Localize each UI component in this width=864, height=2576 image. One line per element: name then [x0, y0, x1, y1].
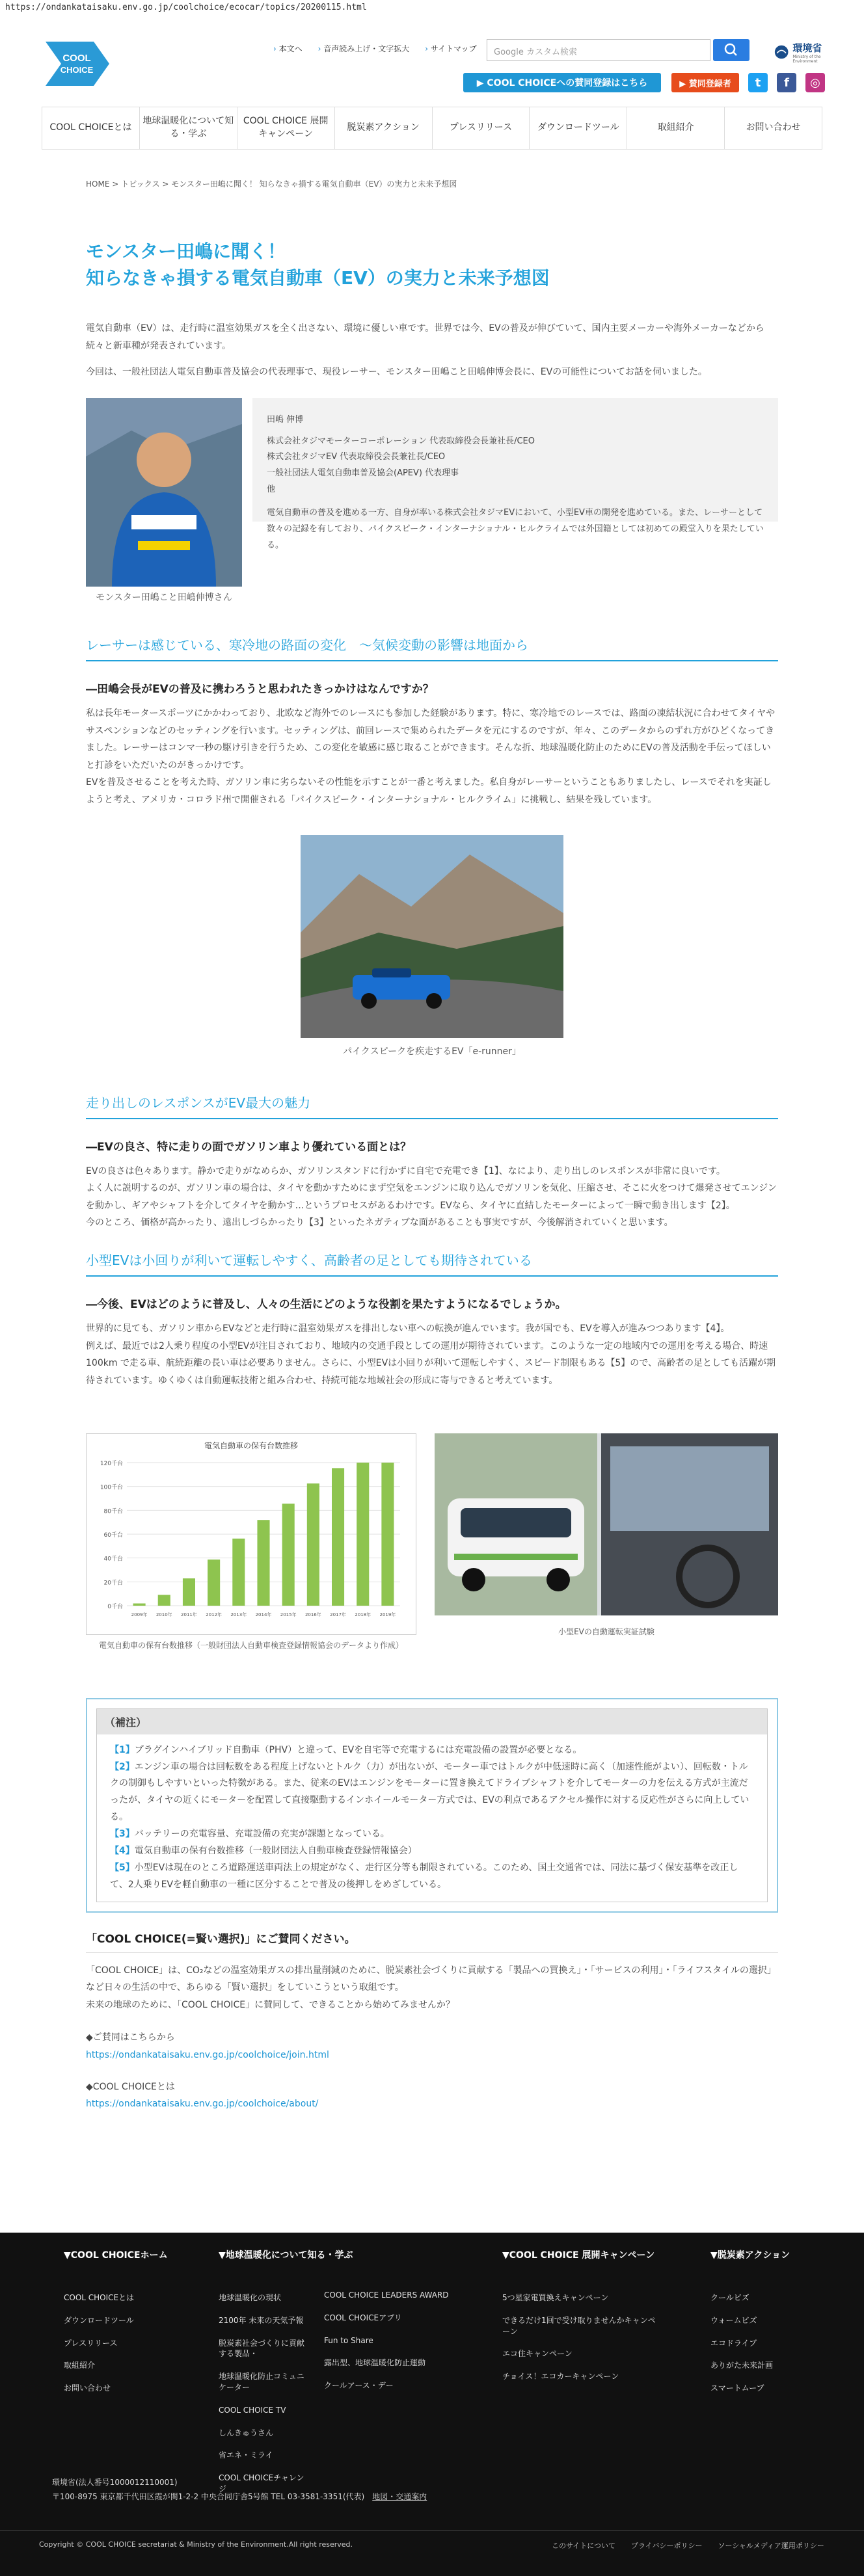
chart-bar [381, 1463, 394, 1606]
ministry-icon [774, 44, 789, 60]
interview-answer: 例えば、最近では2人乗り程度の小型EVが注目されており、地域内の交通手段としての運用が期待されています。このような一定の地域内での運用を考える場合、時速100km で走る車、航続距離の長い車は必要ありません。さらに、小型EVは小回りが利いて運転しやすく、スピード制限もある【5】ので、高齢者の足としても活躍が期待されています。ゆくゆくは自動運転技術と組み合わせ、持続可能な地域社会の形成に寄与できると考えています。 [86, 1340, 776, 1386]
footer-col-title[interactable]: ▼地球温暖化について知る・学ぶ [219, 2250, 353, 2261]
svg-text:COOL: COOL [62, 53, 91, 64]
nav-learn[interactable]: 地球温暖化について知る・学ぶ [139, 107, 237, 149]
privacy-link[interactable]: プライバシーポリシー [631, 2542, 703, 2550]
footer-address: 環境省(法人番号1000012110001) 〒100-8975 東京都千代田区霞が関1-2-2 中央合同庁舎5号館 TEL 03-3581-3351(代表) 地図・交通案内 [52, 2478, 427, 2501]
skip-to-content-link[interactable]: › 本文へ [273, 43, 303, 54]
chart-bar [357, 1463, 369, 1606]
note-item: 【1】プラグインハイブリッド自動車（PHV）と違って、EVを自宅等で充電するには充電設備の設置が必要となる。 [110, 1744, 582, 1755]
instagram-icon[interactable]: ◎ [805, 73, 825, 92]
note-item: 【5】小型EVは現在のところ道路運送車両法上の規定がなく、走行区分等も制限されている。このため、国土交通省では、同法に基づく保安基準を改正して、2人乗りEVを軽自動車の一種に区分することで普及の後押しをめざしている。 [110, 1862, 738, 1890]
chart-y-tick: 0千台 [107, 1604, 123, 1611]
footer-link[interactable]: 地球温暖化防止コミュニケーター [219, 2372, 304, 2392]
footer-link[interactable]: エコ住キャンペーン [502, 2349, 573, 2359]
cool-choice-logo[interactable] [42, 35, 113, 92]
header [0, 18, 864, 88]
social-policy-link[interactable]: ソーシャルメディア運用ポリシー [718, 2542, 824, 2550]
ministry-name: 環境省 [792, 42, 822, 54]
accessibility-link[interactable]: › 音声読み上げ・文字拡大 [318, 43, 410, 54]
supporters-button[interactable]: ▶ 賛同登録者 [671, 73, 739, 92]
footer-link[interactable]: COOL CHOICEチャレンジ [219, 2473, 304, 2493]
profile-role: 一般社団法人電気自動車普及協会(APEV) 代表理事 [267, 468, 459, 479]
sitemap-link[interactable]: › サイトマップ [425, 43, 476, 54]
section-heading: 走り出しのレスポンスがEV最大の魅力 [86, 1093, 778, 1119]
profile-role: 株式会社タジマモーターコーポレーション 代表取締役会長兼社長/CEO [267, 436, 535, 446]
copyright: Copyright © COOL CHOICE secretariat & Ministry of the Environment.All right reserved. [39, 2540, 353, 2549]
chart-caption: 電気自動車の保有台数推移（一般財団法人自動車検査登録情報協会のデータより作成） [98, 1641, 403, 1651]
cool-choice-paragraph: 「COOL CHOICE」は、CO₂などの温室効果ガスの排出量削減のために、脱炭素社会づくりに貢献する「製品への買換え」・「サービスの利用」・「ライフスタイルの選択」など日々の生活の中で、あらゆる「賢い選択」をしていこうという取組です。 [86, 1965, 776, 1993]
footer-link[interactable]: ウォームビズ [710, 2315, 757, 2325]
chart-y-tick: 40千台 [103, 1556, 123, 1563]
note-item: 【3】バッテリーの充電容量、充電設備の充実が課題となっている。 [110, 1829, 390, 1840]
footer-link[interactable]: 露出型、地球温暖化防止運動 [324, 2358, 426, 2368]
profile-caption: モンスター田嶋こと田嶋伸博さん [96, 592, 232, 603]
register-button[interactable]: ▶ COOL CHOICEへの賛同登録はこちら [463, 73, 661, 92]
chart-x-tick: 2012年 [206, 1612, 223, 1618]
profile-description: 電気自動車の普及を進める一方、自身が率いる株式会社タジマEVにおいて、小型EV車の開発を進めている。また、レーサーとして数々の記録を有しており、パイクスピーク・インターナショナル・ヒルクライムでは外国籍としては初めての殿堂入りを果たしている。 [267, 508, 764, 550]
global-nav [42, 107, 822, 150]
footer-link[interactable]: COOL CHOICE TV [219, 2405, 286, 2415]
nav-campaign[interactable]: COOL CHOICE 展開キャンペーン [237, 107, 334, 149]
interview-answer: 私は長年モータースポーツにかかわっており、北欧など海外でのレースにも参加した経験があります。特に、寒冷地でのレースでは、路面の凍結状況に合わせてタイヤやサスペンションなどのセッティングを行います。セッティングは、前回レースで集められたデータを元にするのですが、年々、このデータからのずれ方がひどくなってきました。レーサーはコンマ一秒の駆け引きを行うため、この変化を敏感に感じ取ることができます。そんな折、地球温暖化防止のためにEVの普及活動を手伝ってほしいと打診をいただいたのがきっかけです。 [86, 708, 776, 771]
profile-name: 田嶋 伸博 [267, 414, 304, 425]
chart-bar [332, 1468, 344, 1606]
about-label: ◆COOL CHOICEとは [86, 2081, 175, 2092]
breadcrumb-home[interactable]: HOME [86, 179, 110, 189]
chart-bar [232, 1539, 245, 1606]
profile-role: 他 [267, 484, 276, 494]
figure-caption: パイクスピークを疾走するEV「e-runner」 [343, 1046, 521, 1057]
url-bar: https://ondankataisaku.env.go.jp/coolchoice/ecocar/topics/20200115.html [5, 3, 367, 12]
page-title: モンスター田嶋に聞く！ 知らなきゃ損する電気自動車（EV）の実力と未来予想図 [86, 241, 550, 289]
cool-choice-heading: 「COOL CHOICE(=賢い選択)」にご賛同ください。 [86, 1932, 356, 1946]
about-site-link[interactable]: このサイトについて [552, 2542, 616, 2550]
footer-bottom-links [552, 2540, 824, 2551]
chart-y-tick: 20千台 [103, 1580, 123, 1587]
cool-choice-paragraph: 未来の地球のために、「COOL CHOICE」に賛同して、できることから始めてみませんか？ [86, 1999, 455, 2010]
footer-col-home [64, 2248, 168, 2406]
ministry-subname: Ministry of the Environment [792, 54, 821, 64]
footer-link[interactable]: COOL CHOICEとは [64, 2293, 135, 2302]
nav-download[interactable]: ダウンロードツール [529, 107, 627, 149]
footer-link[interactable]: 省エネ・ミライ [219, 2450, 273, 2460]
notes-box [86, 1698, 778, 1913]
footer [0, 2233, 864, 2530]
chart-title: 電気自動車の保有台数推移 [204, 1441, 299, 1451]
interview-answer: EVの良さは色々あります。静かで走りがなめらか、ガソリンスタンドに行かずに自宅で充電でき【1】、なにより、走り出しのレスポンスが非常に良いです。 [86, 1165, 725, 1176]
interview-question: ―EVの良さ、特に走りの面でガソリン車より優れている面とは？ [86, 1140, 412, 1154]
twitter-icon[interactable]: t [748, 73, 768, 92]
section-heading: 小型EVは小回りが利いて運転しやすく、高齢者の足としても期待されている [86, 1250, 778, 1277]
footer-col-title[interactable]: ▼COOL CHOICEホーム [64, 2250, 168, 2261]
footer-link[interactable]: 5つ星家電買換えキャンペーン [502, 2293, 609, 2302]
footer-link[interactable]: クールアース・デー [324, 2381, 394, 2391]
chart-bar [282, 1504, 295, 1606]
notes-list [97, 1734, 767, 1902]
chart-bar [208, 1560, 220, 1606]
chart-bar [158, 1595, 170, 1606]
interview-answer: 今のところ、価格が高かったり、遠出しづらかったり【3】といったネガティブな面があることも事実ですが、今後解消されていくと思います。 [86, 1217, 673, 1228]
chart-x-tick: 2017年 [330, 1612, 346, 1618]
nav-about[interactable]: COOL CHOICEとは [42, 107, 139, 149]
footer-link[interactable]: できるだけ1回で受け取りませんかキャンペーン [502, 2315, 656, 2336]
chart-y-tick: 60千台 [103, 1532, 123, 1539]
chart-x-tick: 2019年 [379, 1612, 396, 1618]
footer-col-title[interactable]: ▼脱炭素アクション [710, 2250, 790, 2261]
race-photo-figure [86, 835, 778, 1057]
footer-link[interactable]: Fun to Share [324, 2335, 373, 2345]
chart-y-tick: 100千台 [100, 1484, 123, 1491]
footer-col-campaign [502, 2248, 658, 2394]
breadcrumb-current: モンスター田嶋に聞く！ 知らなきゃ損する電気自動車（EV）の実力と未来予想図 [171, 179, 457, 189]
photo-caption: 小型EVの自動運転実証試験 [558, 1627, 655, 1637]
chart-bar [133, 1604, 146, 1606]
chart-x-tick: 2010年 [155, 1612, 172, 1618]
nav-action[interactable]: 脱炭素アクション [334, 107, 432, 149]
breadcrumb: HOME > トピックス > モンスター田嶋に聞く！ 知らなきゃ損する電気自動車（EV）の実力と未来予想図 [86, 179, 457, 189]
footer-link[interactable]: クールビズ [710, 2293, 749, 2302]
nav-contact[interactable]: お問い合わせ [724, 107, 822, 149]
about-link[interactable]: https://ondankataisaku.env.go.jp/coolchoice/about/ [86, 2099, 319, 2110]
profile-info [252, 398, 778, 550]
notes-heading: （補注） [97, 1709, 767, 1734]
ev-chart-svg [87, 1434, 416, 1634]
nav-cases[interactable]: 取組紹介 [627, 107, 724, 149]
interview-answer: EVを普及させることを考えた時、ガソリン車に劣らないその性能を示すことが一番と考えました。私自身がレーサーということもありましたし、レースでそれを実証しようと考え、アメリカ・コロラド州で開催される「パイクスピーク・インターナショナル・ヒルクライム」に挑戦し、結果を残しています。 [86, 777, 772, 805]
footer-link[interactable]: 脱炭素社会づくりに貢献する製品・ [219, 2338, 305, 2359]
figures-row [86, 1433, 778, 1652]
chart-bar [257, 1520, 269, 1606]
search-icon [713, 39, 749, 61]
ministry-logo[interactable] [774, 39, 839, 65]
footer-link[interactable]: COOL CHOICE LEADERS AWARD [324, 2291, 449, 2300]
main-content [86, 239, 778, 2113]
chart-x-tick: 2018年 [355, 1612, 371, 1618]
search-button[interactable] [713, 39, 749, 61]
section-heading: レーサーは感じている、寒冷地の路面の変化 ～気候変動の影響は地面から [86, 635, 778, 661]
interview-answer: 世界的に見ても、ガソリン車からEVなどと走行時に温室効果ガスを排出しない車への転換が進んでいます。我が国でも、EVを導入が進みつつあります【4】。 [86, 1323, 730, 1334]
profile-role: 株式会社タジマEV 代表取締役会長兼社長/CEO [267, 452, 446, 462]
footer-col-title[interactable]: ▼COOL CHOICE 展開キャンペーン [502, 2250, 655, 2261]
chart-x-tick: 2011年 [181, 1612, 197, 1618]
profile-block [86, 398, 778, 604]
search-input[interactable]: Google カスタム検索 [487, 39, 710, 61]
footer-link[interactable]: スマートムーブ [710, 2383, 764, 2393]
note-item: 【4】電気自動車の保有台数推移（一般財団法人自動車検査登録情報協会） [110, 1846, 417, 1857]
footer-link[interactable]: 取組紹介 [64, 2361, 96, 2370]
profile-photo [86, 398, 242, 587]
chart-x-tick: 2009年 [131, 1612, 148, 1618]
join-link[interactable]: https://ondankataisaku.env.go.jp/coolchoice/join.html [86, 2050, 329, 2061]
chart-bar [183, 1578, 195, 1606]
footer-link[interactable]: しんきゅうさん [219, 2428, 274, 2437]
small-ev-photo [435, 1433, 778, 1615]
footer-link[interactable]: ありがた未来計画 [710, 2361, 774, 2370]
note-item: 【2】エンジン車の場合は回転数をある程度上げないとトルク（力）が出ないが、モーター車ではトルクが中低速時に高く（加速性能がよい）、回転数・トルクの制御もしやすいといった特徴がある。また、従来のEVはエンジンをモーターに置き換えてドライブシャフトを介してモーターの力を伝える方式が主流だったが、タイヤの近くにモーターを配置して直接駆動するインホイールモーター方式では、EVの利点であるアクセル操作に対する反応性がさらに向上している。 [110, 1761, 749, 1823]
intro-paragraph: 今回は、一般社団法人電気自動車普及協会の代表理事で、現役レーサー、モンスター田嶋こと田嶋伸博会長に、EVの可能性についてお話を伺いました。 [86, 367, 707, 378]
footer-link[interactable]: プレスリリース [64, 2338, 118, 2348]
join-label: ◆ご賛同はこちらから [86, 2032, 175, 2043]
race-photo [301, 835, 563, 1038]
chart-y-tick: 120千台 [100, 1461, 123, 1468]
chart-x-tick: 2016年 [304, 1612, 321, 1618]
footer-link[interactable]: COOL CHOICEアプリ [324, 2313, 402, 2322]
chart-y-tick: 80千台 [103, 1508, 123, 1515]
footer-bottom [0, 2530, 864, 2576]
interview-answer: よく人に説明するのが、ガソリン車の場合は、タイヤを動かすためにまず空気をエンジンに取り込んでガソリンを気化、圧縮させ、そこに火をつけて爆発させてエンジンを動かし、ギアやシャフトを介してタイヤを動かす…というプロセスがあるわけです。EVなら、タイヤに直結したモーターによって一瞬で動き出します【2】。 [86, 1183, 777, 1211]
chart-bar [307, 1483, 319, 1606]
nav-press[interactable]: プレスリリース [432, 107, 530, 149]
facebook-icon[interactable]: f [777, 73, 796, 92]
ev-chart [86, 1433, 416, 1635]
interview-question: ―田嶋会長がEVの普及に携わろうと思われたきっかけはなんですか？ [86, 682, 434, 696]
footer-col-learn-2 [324, 2290, 474, 2403]
chart-x-tick: 2015年 [280, 1612, 297, 1618]
footer-link[interactable]: エコドライブ [710, 2338, 757, 2348]
footer-link[interactable]: ダウンロードツール [64, 2315, 134, 2325]
footer-link[interactable]: チョイス！エコカーキャンペーン [502, 2372, 619, 2382]
breadcrumb-topics[interactable]: トピックス [121, 179, 160, 189]
footer-link[interactable]: お問い合わせ [64, 2383, 111, 2393]
chart-x-tick: 2013年 [230, 1612, 247, 1618]
svg-text:CHOICE: CHOICE [60, 65, 94, 75]
map-link[interactable]: 地図・交通案内 [372, 2491, 427, 2501]
intro-paragraph: 電気自動車（EV）は、走行時に温室効果ガスを全く出さない、環境に優しい車です。世界では今、EVの普及が伸びていて、国内主要メーカーや海外メーカーなどから続々と新車種が発表されています。 [86, 323, 764, 351]
footer-link[interactable]: 2100年 未来の天気予報 [219, 2315, 304, 2325]
footer-col-action [710, 2248, 790, 2406]
utility-links [273, 43, 477, 54]
interview-question: ―今後、EVはどのように普及し、人々の生活にどのような役割を果たすようになるでしょうか。 [86, 1297, 567, 1311]
footer-link[interactable]: 地球温暖化の現状 [219, 2293, 282, 2302]
chart-x-tick: 2014年 [255, 1612, 272, 1618]
